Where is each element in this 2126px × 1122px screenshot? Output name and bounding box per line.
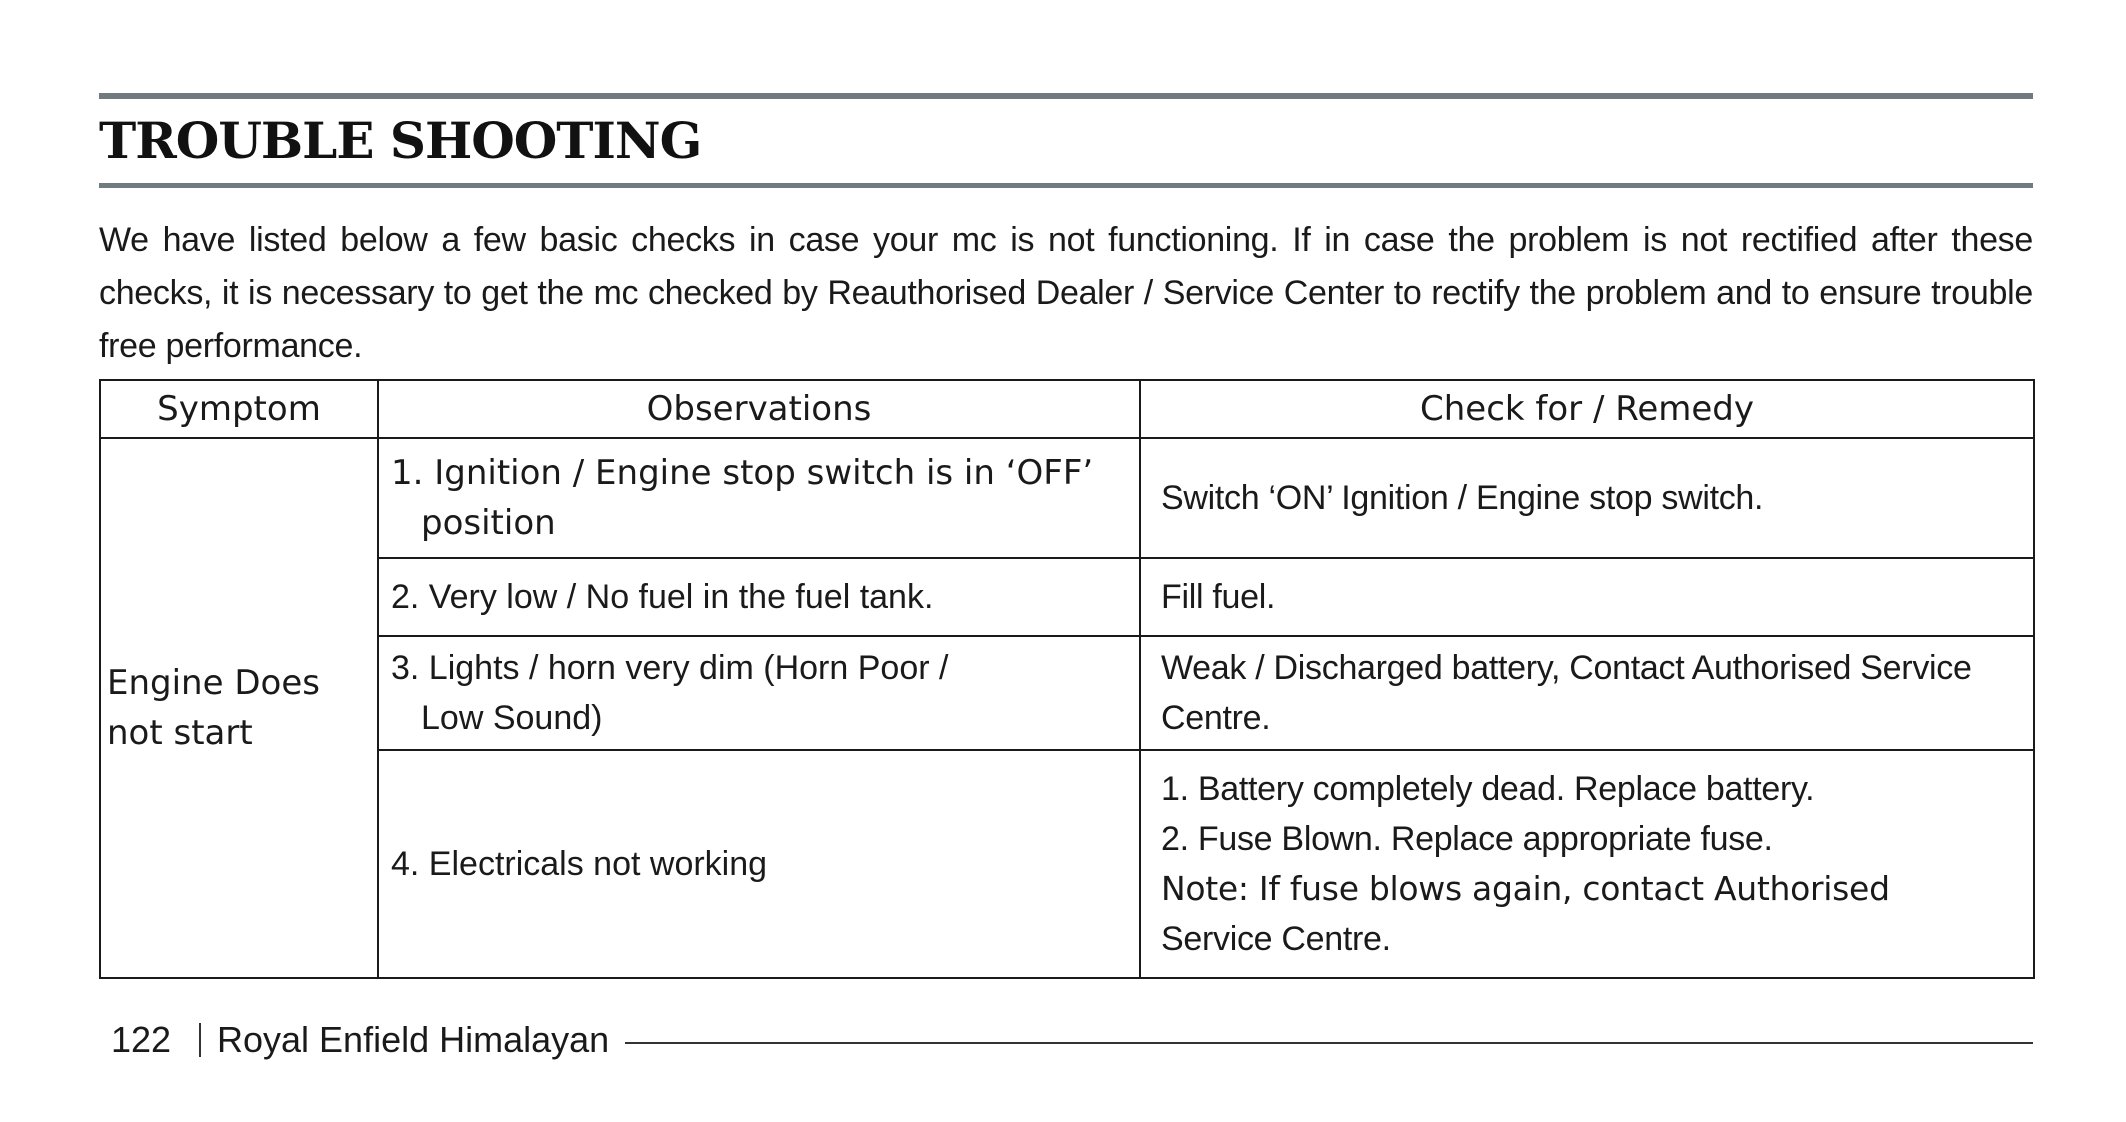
observation-line: Low Sound): [421, 699, 603, 737]
page-title: TROUBLE SHOOTING: [99, 111, 702, 170]
document-page: [99, 93, 2033, 979]
observation-cell: 4. Electricals not working: [378, 750, 1140, 978]
troubleshooting-table: [99, 379, 2035, 979]
observation-line: 1. Ignition / Engine stop switch is in ‘OFF’: [391, 453, 1094, 493]
footer-separator: [199, 1023, 201, 1057]
page-footer: [99, 1010, 2033, 1070]
table-header-row: [100, 380, 2034, 438]
remedy-cell: Switch ‘ON’ Ignition / Engine stop switch.: [1140, 438, 2034, 558]
table-row: [100, 558, 2034, 636]
book-title: Royal Enfield Himalayan: [217, 1019, 610, 1060]
observation-line: 3. Lights / horn very dim (Horn Poor /: [391, 649, 949, 687]
table-row: [100, 750, 2034, 978]
intro-paragraph: We have listed below a few basic checks in case your mc is not functioning. If in case the problem is not rectified after these checks, it is necessary to get the mc checked by Reauthorised Dealer / Service Center to rectify the problem and to ensure trouble free performance.: [99, 221, 2033, 365]
page-number: 122: [111, 1019, 172, 1060]
observation-cell: [378, 636, 1140, 750]
observation-cell: [378, 438, 1140, 558]
observation-line: position: [421, 503, 556, 543]
header-observations: Observations: [378, 380, 1140, 438]
remedy-cell: Weak / Discharged battery, Contact Authorised Service Centre.: [1140, 636, 2034, 750]
remedy-line: 2. Fuse Blown. Replace appropriate fuse.: [1161, 820, 1773, 858]
observation-cell: 2. Very low / No fuel in the fuel tank.: [378, 558, 1140, 636]
remedy-line: Service Centre.: [1161, 920, 1391, 958]
remedy-note-line: Note: If fuse blows again, contact Authorised: [1161, 869, 1890, 908]
header-symptom: Symptom: [100, 380, 378, 438]
symptom-cell: Engine Does not start: [100, 438, 378, 978]
table-row: [100, 438, 2034, 558]
remedy-cell: [1140, 750, 2034, 978]
remedy-cell: Fill fuel.: [1140, 558, 2034, 636]
remedy-line: 1. Battery completely dead. Replace battery.: [1161, 770, 1815, 808]
table-row: [100, 636, 2034, 750]
header-remedy: Check for / Remedy: [1140, 380, 2034, 438]
heading-top-rule: [99, 93, 2033, 99]
footer-rule: [625, 1042, 2033, 1044]
heading-bottom-rule: [99, 183, 2033, 188]
